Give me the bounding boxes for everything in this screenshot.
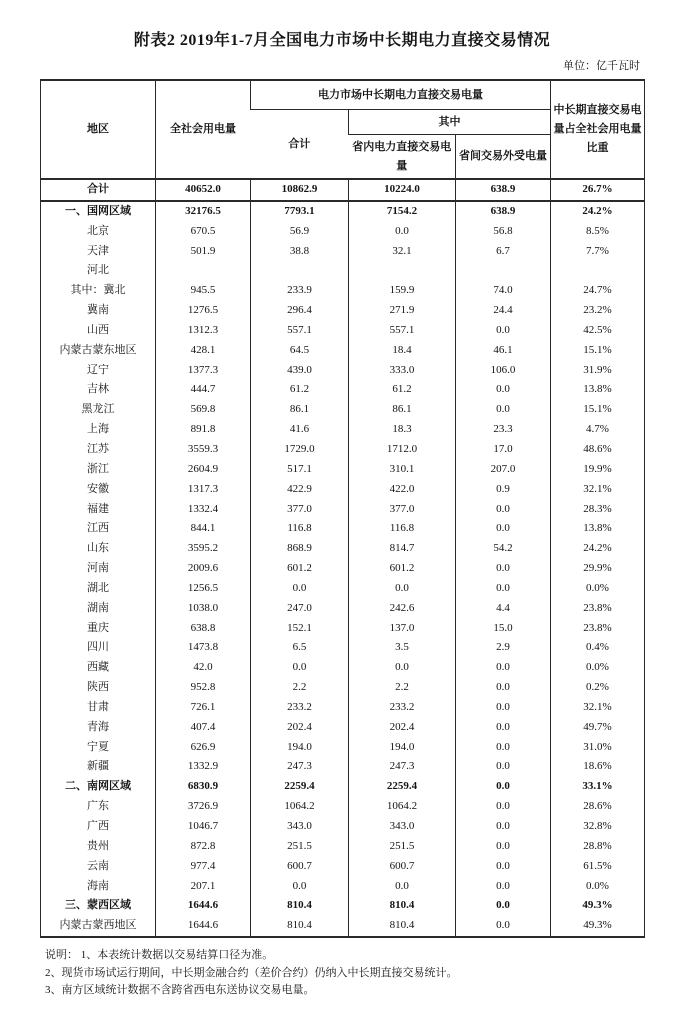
value-cell: 2259.4 [349,777,456,797]
value-cell: 0.0 [349,658,456,678]
value-cell: 7.7% [551,242,645,262]
value-cell: 0.0 [456,678,551,698]
footnote-3: 3、南方区域统计数据不含跨省西电东送协议交易电量。 [45,984,315,997]
region-cell: 河北 [87,264,109,277]
table-row [41,718,645,738]
value-cell: 343.0 [251,817,349,837]
value-cell: 0.0% [551,579,645,599]
value-cell: 3726.9 [156,797,251,817]
value-cell: 42.5% [551,321,645,341]
value-cell: 247.0 [251,599,349,619]
table-row [41,757,645,777]
value-cell: 0.0 [456,757,551,777]
table-row [41,440,645,460]
table-row [41,361,645,381]
table-row [41,698,645,718]
region-cell: 合计 [87,183,109,195]
value-cell: 24.2% [551,539,645,559]
value-cell: 3559.3 [156,440,251,460]
value-cell: 61.2 [251,380,349,400]
value-cell: 15.1% [551,341,645,361]
value-cell: 0.0% [551,877,645,897]
value-cell: 444.7 [156,380,251,400]
table-row [41,678,645,698]
value-cell: 0.0 [456,797,551,817]
value-cell: 1644.6 [156,896,251,916]
value-cell: 242.6 [349,599,456,619]
table-row [41,579,645,599]
value-cell: 0.0 [251,877,349,897]
region-cell: 山东 [87,542,109,555]
value-cell: 74.0 [456,281,551,301]
value-cell: 6830.9 [156,777,251,797]
value-cell: 233.9 [251,281,349,301]
value-cell: 4.4 [456,599,551,619]
value-cell: 1064.2 [251,797,349,817]
region-cell: 吉林 [87,383,109,396]
value-cell: 638.8 [156,619,251,639]
value-cell: 251.5 [251,837,349,857]
region-cell: 青海 [87,720,109,733]
value-cell: 952.8 [156,678,251,698]
value-cell: 2.2 [349,678,456,698]
value-cell: 28.3% [551,500,645,520]
value-cell: 0.0 [456,321,551,341]
value-cell: 422.9 [251,480,349,500]
header-share: 中长期直接交易电量占全社会用电量比重 [551,80,645,179]
table-row [41,857,645,877]
value-cell: 810.4 [251,896,349,916]
table-row [41,281,645,301]
value-cell: 10862.9 [251,179,349,201]
value-cell: 24.2% [551,201,645,222]
value-cell: 49.3% [551,896,645,916]
value-cell: 29.9% [551,559,645,579]
value-cell: 422.0 [349,480,456,500]
value-cell: 638.9 [456,179,551,201]
value-cell: 0.0 [456,738,551,758]
header-row-1 [41,80,645,110]
value-cell: 33.1% [551,777,645,797]
value-cell: 207.1 [156,877,251,897]
value-cell: 501.9 [156,242,251,262]
value-cell: 32.1% [551,698,645,718]
table-row [41,619,645,639]
table-body [41,179,645,937]
value-cell: 0.2% [551,678,645,698]
document-page [0,27,680,1022]
value-cell: 814.7 [349,539,456,559]
value-cell: 24.7% [551,281,645,301]
value-cell: 1312.3 [156,321,251,341]
value-cell: 32176.5 [156,201,251,222]
region-cell: 其中：冀北 [70,284,126,297]
table-row [41,380,645,400]
value-cell: 18.4 [349,341,456,361]
value-cell [551,261,645,281]
value-cell: 0.0% [551,658,645,678]
table-row [41,420,645,440]
value-cell: 46.1 [456,341,551,361]
value-cell: 1712.0 [349,440,456,460]
value-cell: 1729.0 [251,440,349,460]
table-row [41,500,645,520]
region-cell: 上海 [87,423,109,436]
region-cell: 辽宁 [87,363,109,376]
table-row [41,738,645,758]
value-cell: 343.0 [349,817,456,837]
value-cell: 0.4% [551,638,645,658]
value-cell: 207.0 [456,460,551,480]
value-cell [251,261,349,281]
region-cell: 福建 [87,502,109,515]
value-cell: 0.0 [456,400,551,420]
value-cell: 0.0 [349,222,456,242]
value-cell: 0.0 [251,658,349,678]
value-cell: 0.0 [456,837,551,857]
region-cell: 天津 [87,244,109,257]
value-cell: 1256.5 [156,579,251,599]
value-cell [349,261,456,281]
value-cell: 557.1 [251,321,349,341]
footnote-1: 说明： 1、本表统计数据以交易结算口径为准。 [45,949,274,962]
value-cell: 1377.3 [156,361,251,381]
value-cell: 152.1 [251,619,349,639]
header-trade-total: 合计 [288,137,311,150]
value-cell: 40652.0 [156,179,251,201]
value-cell: 4.7% [551,420,645,440]
value-cell: 194.0 [251,738,349,758]
value-cell: 6.5 [251,638,349,658]
value-cell: 0.9 [456,480,551,500]
value-cell: 0.0 [456,380,551,400]
value-cell: 41.6 [251,420,349,440]
value-cell: 1276.5 [156,301,251,321]
region-cell: 四川 [87,641,109,654]
table-row [41,896,645,916]
value-cell: 2.9 [456,638,551,658]
value-cell: 233.2 [349,698,456,718]
table-row [41,817,645,837]
value-cell: 1046.7 [156,817,251,837]
value-cell: 15.0 [456,619,551,639]
value-cell: 1644.6 [156,916,251,937]
value-cell: 600.7 [349,857,456,877]
value-cell: 56.8 [456,222,551,242]
value-cell: 10224.0 [349,179,456,201]
value-cell: 23.2% [551,301,645,321]
value-cell: 271.9 [349,301,456,321]
value-cell: 49.3% [551,916,645,937]
value-cell: 670.5 [156,222,251,242]
value-cell: 0.0 [349,877,456,897]
value-cell: 7793.1 [251,201,349,222]
value-cell: 13.8% [551,380,645,400]
value-cell: 872.8 [156,837,251,857]
value-cell: 0.0 [456,698,551,718]
value-cell: 247.3 [349,757,456,777]
value-cell: 377.0 [349,500,456,520]
table-row [41,321,645,341]
region-cell: 二、南网区域 [65,780,131,793]
value-cell: 439.0 [251,361,349,381]
value-cell: 28.8% [551,837,645,857]
region-cell: 江西 [87,522,109,535]
value-cell: 2259.4 [251,777,349,797]
value-cell: 1038.0 [156,599,251,619]
table-row [41,201,645,222]
region-cell: 海南 [87,879,109,892]
value-cell: 726.1 [156,698,251,718]
value-cell [456,261,551,281]
value-cell: 13.8% [551,519,645,539]
value-cell: 194.0 [349,738,456,758]
table-row [41,638,645,658]
region-cell: 内蒙古蒙西地区 [59,919,137,932]
table-row [41,301,645,321]
region-cell: 云南 [87,859,109,872]
value-cell: 0.0 [456,817,551,837]
region-cell: 一、国网区域 [65,204,131,217]
header-of-which: 其中 [349,110,551,135]
value-cell: 0.0 [456,877,551,897]
table-row [41,837,645,857]
value-cell: 19.9% [551,460,645,480]
value-cell: 42.0 [156,658,251,678]
value-cell: 106.0 [456,361,551,381]
value-cell: 3.5 [349,638,456,658]
region-cell: 西藏 [87,661,109,674]
value-cell: 64.5 [251,341,349,361]
value-cell: 810.4 [251,916,349,937]
table-row [41,599,645,619]
region-cell: 北京 [87,224,109,237]
region-cell: 宁夏 [87,740,109,753]
value-cell: 626.9 [156,738,251,758]
value-cell: 26.7% [551,179,645,201]
value-cell: 61.2 [349,380,456,400]
region-cell: 湖南 [87,601,109,614]
header-region: 地区 [87,123,109,135]
value-cell: 2.2 [251,678,349,698]
value-cell: 61.5% [551,857,645,877]
header-inter-provincial: 省间交易外受电量 [456,135,551,180]
value-cell: 1332.9 [156,757,251,777]
region-cell: 新疆 [87,760,109,773]
value-cell: 310.1 [349,460,456,480]
value-cell: 202.4 [251,718,349,738]
value-cell: 0.0 [349,579,456,599]
value-cell: 891.8 [156,420,251,440]
value-cell: 569.8 [156,400,251,420]
value-cell: 31.0% [551,738,645,758]
value-cell: 1317.3 [156,480,251,500]
table-row [41,916,645,937]
table-row [41,400,645,420]
page-title: 附表2 2019年1-7月全国电力市场中长期电力直接交易情况 [133,32,551,49]
value-cell: 1064.2 [349,797,456,817]
table-row [41,179,645,201]
table-row [41,658,645,678]
value-cell: 32.1 [349,242,456,262]
value-cell: 24.4 [456,301,551,321]
table-row [41,877,645,897]
table-row [41,559,645,579]
region-cell: 江苏 [87,442,109,455]
region-cell: 甘肃 [87,700,109,713]
region-cell: 贵州 [87,839,109,852]
value-cell: 56.9 [251,222,349,242]
value-cell: 868.9 [251,539,349,559]
value-cell: 0.0 [456,579,551,599]
region-cell: 冀南 [87,304,109,317]
table-row [41,222,645,242]
value-cell: 0.0 [456,658,551,678]
header-intra-provincial: 省内电力直接交易电量 [352,140,452,172]
region-cell: 重庆 [87,621,109,634]
footnote-2: 2、现货市场试运行期间，中长期金融合约（差价合约）仍纳入中长期直接交易统计。 [45,966,458,979]
value-cell: 32.8% [551,817,645,837]
value-cell: 601.2 [349,559,456,579]
value-cell: 233.2 [251,698,349,718]
value-cell: 48.6% [551,440,645,460]
value-cell: 844.1 [156,519,251,539]
value-cell: 31.9% [551,361,645,381]
table-header [41,80,645,179]
value-cell: 0.0 [456,519,551,539]
value-cell: 0.0 [456,896,551,916]
value-cell: 32.1% [551,480,645,500]
value-cell: 600.7 [251,857,349,877]
value-cell: 810.4 [349,916,456,937]
value-cell: 333.0 [349,361,456,381]
table-row [41,777,645,797]
region-cell: 黑龙江 [81,403,115,416]
table-row [41,261,645,281]
region-cell: 内蒙古蒙东地区 [59,343,137,356]
value-cell: 0.0 [456,857,551,877]
value-cell: 28.6% [551,797,645,817]
value-cell: 116.8 [349,519,456,539]
table-row [41,539,645,559]
value-cell: 2009.6 [156,559,251,579]
table-row [41,341,645,361]
value-cell: 38.8 [251,242,349,262]
value-cell: 18.3 [349,420,456,440]
value-cell: 428.1 [156,341,251,361]
value-cell [156,261,251,281]
table-row [41,480,645,500]
region-cell: 广东 [87,800,109,813]
value-cell: 0.0 [251,579,349,599]
value-cell: 137.0 [349,619,456,639]
value-cell: 2604.9 [156,460,251,480]
power-trade-table [40,79,645,938]
value-cell: 0.0 [456,777,551,797]
region-cell: 山西 [87,323,109,336]
value-cell: 377.0 [251,500,349,520]
value-cell: 0.0 [456,718,551,738]
value-cell: 6.7 [456,242,551,262]
value-cell: 810.4 [349,896,456,916]
value-cell: 8.5% [551,222,645,242]
value-cell: 18.6% [551,757,645,777]
region-cell: 陕西 [87,681,109,694]
value-cell: 23.3 [456,420,551,440]
value-cell: 86.1 [251,400,349,420]
value-cell: 202.4 [349,718,456,738]
footnotes [45,947,680,1000]
value-cell: 23.8% [551,619,645,639]
value-cell: 0.0 [456,559,551,579]
value-cell: 54.2 [456,539,551,559]
value-cell: 407.4 [156,718,251,738]
header-trade-group: 电力市场中长期电力直接交易电量 [251,80,551,110]
value-cell: 0.0 [456,916,551,937]
value-cell: 945.5 [156,281,251,301]
region-cell: 湖北 [87,581,109,594]
value-cell: 517.1 [251,460,349,480]
region-cell: 广西 [87,820,109,832]
value-cell: 15.1% [551,400,645,420]
value-cell: 159.9 [349,281,456,301]
value-cell: 251.5 [349,837,456,857]
region-cell: 浙江 [87,462,109,475]
value-cell: 7154.2 [349,201,456,222]
value-cell: 3595.2 [156,539,251,559]
region-cell: 三、蒙西区域 [65,899,131,912]
table-row [41,460,645,480]
value-cell: 86.1 [349,400,456,420]
value-cell: 557.1 [349,321,456,341]
value-cell: 1332.4 [156,500,251,520]
table-row [41,519,645,539]
value-cell: 601.2 [251,559,349,579]
value-cell: 17.0 [456,440,551,460]
value-cell: 247.3 [251,757,349,777]
header-total-consumption: 全社会用电量 [156,80,251,179]
unit-label: 单位：亿千瓦时 [563,60,640,72]
value-cell: 49.7% [551,718,645,738]
region-cell: 河南 [87,562,109,575]
table-row [41,242,645,262]
region-cell: 安徽 [87,482,109,495]
value-cell: 23.8% [551,599,645,619]
value-cell: 977.4 [156,857,251,877]
value-cell: 296.4 [251,301,349,321]
value-cell: 1473.8 [156,638,251,658]
value-cell: 116.8 [251,519,349,539]
value-cell: 638.9 [456,201,551,222]
value-cell: 0.0 [456,500,551,520]
table-row [41,797,645,817]
